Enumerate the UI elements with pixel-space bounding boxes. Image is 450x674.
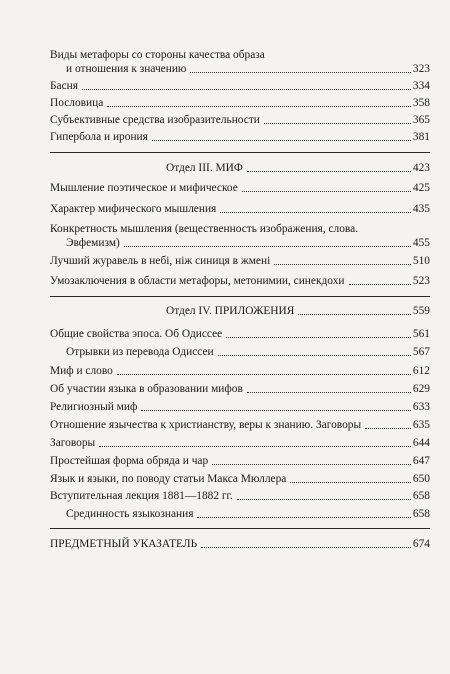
section-divider: [50, 296, 430, 297]
page-number: 658: [412, 490, 430, 502]
page-number: 559: [412, 305, 430, 317]
leader-dots: [290, 482, 411, 483]
toc-entry-basnya: Басня 334: [50, 80, 430, 92]
page-number: 334: [412, 80, 430, 92]
page-number: 561: [412, 328, 430, 340]
toc-entry-odyssey-excerpts: Отрывки из перевода Одиссеи 567: [66, 346, 430, 358]
page-number: 674: [412, 538, 430, 550]
toc-entry-concreteness-line1: Конкретность мышления (вещественность изображения, слова.: [50, 223, 359, 235]
toc-entry-thinking: Мышление поэтическое и мифическое 425: [50, 182, 430, 194]
leader-dots: [218, 355, 411, 356]
page-number: 633: [412, 401, 430, 413]
page-number: 455: [412, 237, 430, 249]
toc-entry-epos: Общие свойства эпоса. Об Одиссее 561: [50, 328, 430, 340]
leader-dots: [82, 89, 411, 90]
leader-dots: [141, 410, 411, 411]
page-number: 323: [412, 63, 430, 75]
page-number: 612: [412, 365, 430, 377]
leader-dots: [264, 123, 411, 124]
page-number: 567: [412, 346, 430, 358]
page-number: 510: [412, 255, 430, 267]
leader-dots: [107, 106, 411, 107]
toc-entry-religious-myth: Религиозный миф 633: [50, 401, 430, 413]
leader-dots: [220, 212, 411, 213]
leader-dots: [247, 171, 411, 172]
leader-dots: [99, 446, 411, 447]
page-number: 425: [412, 182, 430, 194]
section-divider: [50, 528, 430, 529]
toc-entry-inferences: Умозаключения в области метафоры, метонимии, синекдохи 523: [50, 275, 430, 287]
leader-dots: [197, 517, 410, 518]
toc-entry-ritual: Простейшая форма обряда и чар 647: [50, 455, 430, 467]
leader-dots: [247, 392, 411, 393]
leader-dots: [242, 191, 411, 192]
page-number: 644: [412, 437, 430, 449]
leader-dots: [212, 464, 411, 465]
page-number: 435: [412, 203, 430, 215]
toc-entry-metaphor-types: и отношения к значению 323: [66, 63, 430, 75]
page-number: 658: [412, 508, 430, 520]
page-number: 358: [412, 97, 430, 109]
toc-entry-poslovitsa: Пословица 358: [50, 97, 430, 109]
page-number: 650: [412, 473, 430, 485]
leader-dots: [117, 374, 411, 375]
page-number: 629: [412, 383, 430, 395]
section-divider: [50, 152, 430, 153]
leader-dots: [152, 140, 411, 141]
toc-entry-subjective-means: Субъективные средства изобразительности 365: [50, 114, 430, 126]
page-number: 381: [412, 131, 430, 143]
leader-dots: [298, 314, 411, 315]
toc-entry-lecture: Вступительная лекция 1881—1882 гг. 658: [50, 490, 430, 502]
toc-entry-hyperbole: Гипербола и ирония 381: [50, 131, 430, 143]
toc-entry-mythic-character: Характер мифического мышления 435: [50, 203, 430, 215]
leader-dots: [349, 284, 411, 285]
toc-entry-language-myths: Об участии языка в образовании мифов 629: [50, 383, 430, 395]
toc-entry-zagovory: Заговоры 644: [50, 437, 430, 449]
toc-entry-zhuravel: Лучший журавель в небі, ніж синиця в жмені 510: [50, 255, 430, 267]
toc-entry-concreteness: Эвфемизм) 455: [66, 237, 430, 249]
leader-dots: [365, 428, 411, 429]
leader-dots: [190, 72, 410, 73]
leader-dots: [201, 547, 411, 548]
toc-section-4: Отдел IV. ПРИЛОЖЕНИЯ 559: [166, 305, 430, 317]
toc-entry-middle-linguistics: Срединность языкознания 658: [66, 508, 430, 520]
toc-section-3: Отдел III. МИФ 423: [166, 162, 430, 174]
page-number: 523: [412, 275, 430, 287]
page-number: 647: [412, 455, 430, 467]
toc-entry-metaphor-types-line1: Виды метафоры со стороны качества образа: [50, 49, 265, 61]
toc-entry-paganism: Отношение язычества к христианству, веры к знанию. Заговоры 635: [50, 419, 430, 431]
toc-entry-myth-word: Миф и слово 612: [50, 365, 430, 377]
toc-entry-languages: Язык и языки, по поводу статьи Макса Мюллера 650: [50, 473, 430, 485]
leader-dots: [124, 246, 411, 247]
page-number: 635: [412, 419, 430, 431]
leader-dots: [274, 264, 411, 265]
leader-dots: [226, 337, 411, 338]
toc-entry-subject-index: ПРЕДМЕТНЫЙ УКАЗАТЕЛЬ 674: [50, 538, 430, 550]
leader-dots: [237, 499, 411, 500]
page-number: 423: [412, 162, 430, 174]
page-number: 365: [412, 114, 430, 126]
